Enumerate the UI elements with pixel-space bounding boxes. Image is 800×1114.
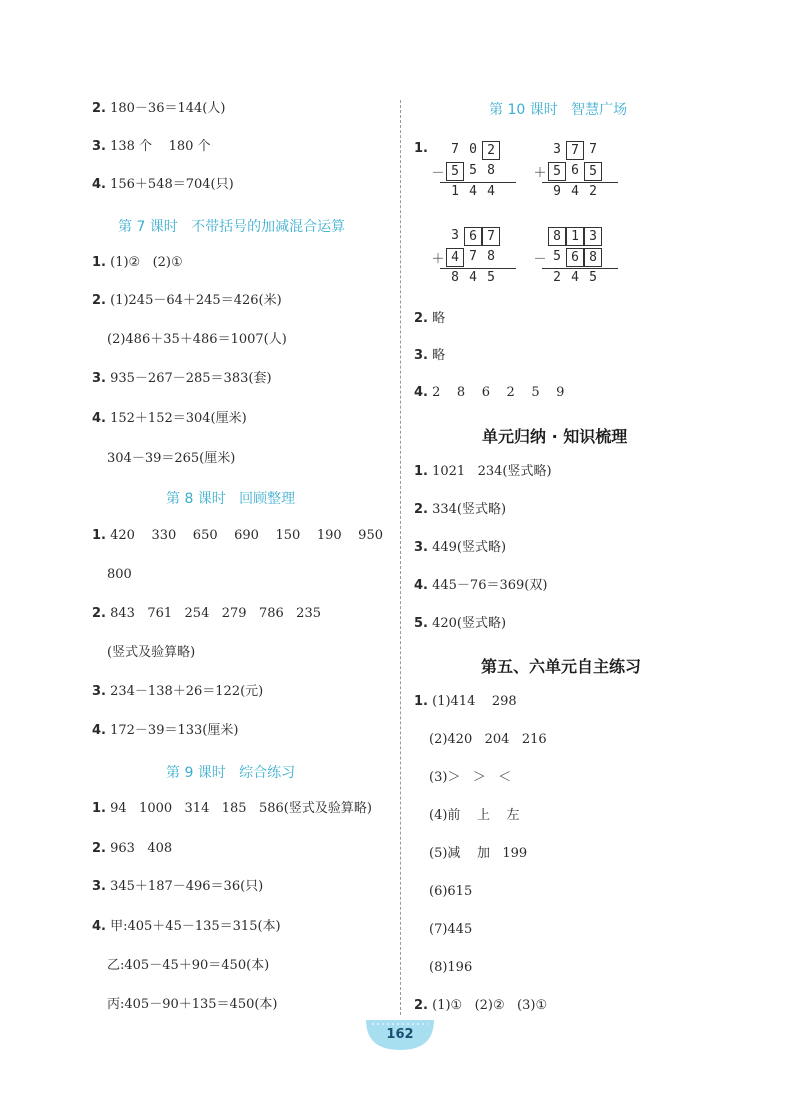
digit: 9 [553, 183, 561, 199]
section-heading: 第 7 课时 不带括号的加减混合运算 [118, 219, 346, 235]
left-line: 2. 963 408 [92, 841, 173, 856]
right-line: 5. 420(竖式略) [414, 616, 507, 631]
right-line: (5)减 加 199 [429, 846, 528, 861]
digit: 5 [589, 269, 597, 285]
left-line: 3. 234－138＋26＝122(元) [92, 684, 264, 699]
operator: － [431, 166, 445, 181]
section-heading: 第 9 课时 综合练习 [166, 765, 296, 781]
vertical-calculation [430, 140, 516, 201]
digit: 8 [487, 163, 495, 178]
page-number-badge [364, 1018, 436, 1052]
right-line: (2)420 204 216 [429, 732, 547, 747]
right-line: (7)445 [429, 922, 473, 937]
right-line: (3)＞ ＞ ＜ [429, 770, 512, 785]
section-heading: 第 8 课时 回顾整理 [166, 491, 296, 507]
digit: 7 [451, 142, 459, 157]
left-line: (2)486＋35＋486＝1007(人) [107, 332, 287, 347]
digit: 2 [589, 183, 597, 199]
digit: 8 [451, 269, 459, 285]
digit: 4 [487, 183, 495, 199]
answer-box: 6 [464, 227, 482, 246]
operator: － [533, 252, 547, 267]
left-line: 乙:405－45＋90＝450(本) [107, 958, 270, 973]
unit-heading: 第五、六单元自主练习 [481, 657, 642, 676]
left-line: (竖式及验算略) [107, 645, 196, 660]
left-line: 3. 345＋187－496＝36(只) [92, 879, 264, 894]
answer-box: 5 [548, 162, 566, 181]
left-line: 304－39＝265(厘米) [107, 451, 236, 466]
answer-box: 7 [482, 227, 500, 246]
digit: 2 [553, 269, 561, 285]
vertical-calculation [532, 226, 618, 287]
digit: 7 [589, 142, 597, 157]
digit: 3 [451, 228, 459, 243]
answer-box: 6 [566, 248, 584, 267]
digit: 7 [469, 249, 477, 264]
right-line: 4. 445－76＝369(双) [414, 578, 548, 593]
left-line: 1. 420 330 650 690 150 190 950 [92, 528, 383, 543]
answer-box: 5 [584, 162, 602, 181]
operator: ＋ [431, 252, 445, 267]
left-line: 800 [107, 567, 132, 582]
right-line: 1. 1021 234(竖式略) [414, 464, 552, 479]
vertical-calculation [532, 140, 618, 201]
answer-box: 7 [566, 141, 584, 160]
page-number: 162 [386, 1027, 414, 1042]
left-line: 3. 935－267－285＝383(套) [92, 371, 272, 386]
left-line: 2. 843 761 254 279 786 235 [92, 606, 321, 621]
digit: 4 [469, 269, 477, 285]
digit: 5 [469, 163, 477, 178]
right-line: 3. 略 [414, 348, 446, 363]
left-line: 3. 138 个 180 个 [92, 139, 211, 154]
vertical-calculation [430, 226, 516, 287]
digit: 4 [469, 183, 477, 199]
right-line: 2. 334(竖式略) [414, 502, 507, 517]
operator: ＋ [533, 166, 547, 181]
digit: 6 [571, 163, 579, 178]
right-line: 3. 449(竖式略) [414, 540, 507, 555]
left-line: 2. (1)245－64＋245＝426(米) [92, 293, 282, 308]
unit-heading: 单元归纳 · 知识梳理 [482, 427, 628, 446]
answer-box: 2 [482, 141, 500, 160]
right-line: (6)615 [429, 884, 473, 899]
digit: 3 [553, 142, 561, 157]
digit: 0 [469, 142, 477, 157]
left-line: 1. 94 1000 314 185 586(竖式及验算略) [92, 801, 372, 816]
left-line: 4. 156＋548＝704(只) [92, 177, 234, 192]
digit: 5 [487, 269, 495, 285]
digit: 4 [571, 269, 579, 285]
digit: 8 [487, 249, 495, 264]
digit: 1 [451, 183, 459, 199]
question-label: 1. [414, 141, 428, 156]
answer-box: 5 [446, 162, 464, 181]
left-line: 4. 甲:405＋45－135＝315(本) [92, 919, 281, 934]
right-line: 4. 2 8 6 2 5 9 [414, 385, 565, 400]
column-divider [400, 100, 401, 1015]
answer-box: 3 [584, 227, 602, 246]
answer-box: 8 [548, 227, 566, 246]
right-line: 1. (1)414 298 [414, 694, 517, 709]
left-line: 丙:405－90＋135＝450(本) [107, 997, 278, 1012]
answer-box: 8 [584, 248, 602, 267]
left-line: 1. (1)② (2)① [92, 255, 183, 270]
right-line: 2. (1)① (2)② (3)① [414, 998, 548, 1013]
digit: 4 [571, 183, 579, 199]
digit: 5 [553, 249, 561, 264]
left-line: 2. 180－36＝144(人) [92, 101, 226, 116]
right-line: (8)196 [429, 960, 473, 975]
answer-box: 1 [566, 227, 584, 246]
right-line: (4)前 上 左 [429, 808, 520, 823]
left-line: 4. 152＋152＝304(厘米) [92, 411, 247, 426]
left-line: 4. 172－39＝133(厘米) [92, 723, 239, 738]
right-line: 2. 略 [414, 311, 446, 326]
section-heading: 第 10 课时 智慧广场 [489, 102, 628, 118]
answer-box: 4 [446, 248, 464, 267]
